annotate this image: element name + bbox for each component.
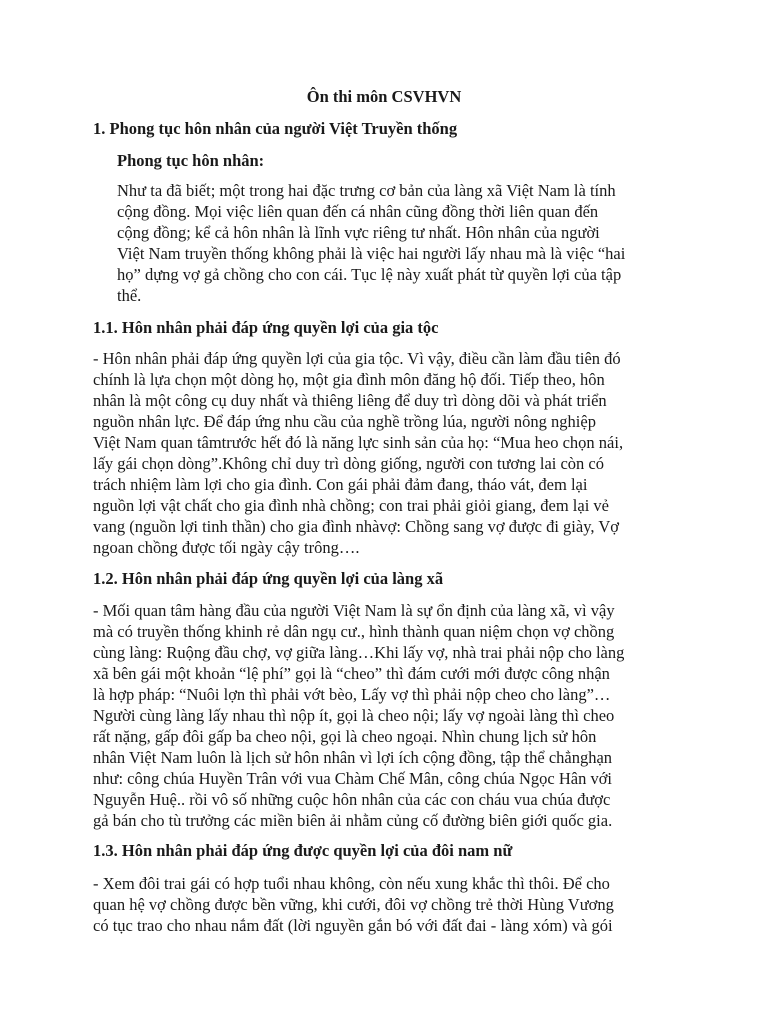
- paragraph-line: là hợp pháp: “Nuôi lợn thì phải vớt bèo, Lấy vợ thì phải nộp cheo cho làng”…: [93, 685, 611, 704]
- paragraph-line: nhân là một công cụ duy nhất và thiêng liêng để duy trì dòng dõi và phát triển: [93, 391, 607, 410]
- paragraph-line: nguồn lợi vật chất cho gia đình nhà chồng; con trai phải giỏi giang, đem lại vẻ: [93, 496, 609, 515]
- paragraph-line: vang (nguồn lợi tinh thần) cho gia đình nhàvợ: Chồng sang vợ được đi giày, Vợ: [93, 517, 619, 536]
- paragraph-line: thể.: [117, 286, 142, 305]
- paragraph-line: cộng đồng; kể cả hôn nhân là lĩnh vực riêng tư nhất. Hôn nhân của người: [117, 223, 600, 242]
- paragraph-line: cùng làng: Ruộng đầu chợ, vợ giữa làng…Khi lấy vợ, nhà trai phải nộp cho làng: [93, 643, 625, 662]
- paragraph-line: Người cùng làng lấy nhau thì nộp ít, gọi là cheo nội; lấy vợ ngoài làng thì cheo: [93, 706, 615, 725]
- paragraph-line: trách nhiệm làm lợi cho gia đình. Con gái phải đảm đang, tháo vát, đem lại: [93, 475, 588, 494]
- paragraph-line: Nguyễn Huệ.. rồi vô số những cuộc hôn nhân của các con cháu vua chúa được: [93, 790, 611, 809]
- paragraph-line: chính là lựa chọn một dòng họ, một gia đình môn đăng hộ đối. Tiếp theo, hôn: [93, 370, 605, 389]
- paragraph-line: nguồn nhân lực. Để đáp ứng nhu cầu của nghề trồng lúa, người nông nghiệp: [93, 412, 596, 431]
- paragraph-line: lấy gái chọn dòng”.Không chỉ duy trì dòng giống, người con tương lai còn có: [93, 454, 605, 473]
- paragraph-line: - Hôn nhân phải đáp ứng quyền lợi của gia tộc. Vì vậy, điều cần làm đầu tiên đó: [93, 349, 621, 368]
- paragraph-line: gả bán cho tù trưởng các miền biên ải nhằm củng cố đường biên giới quốc gia.: [93, 811, 613, 830]
- section-heading-1-1: 1.1. Hôn nhân phải đáp ứng quyền lợi của gia tộc: [93, 318, 439, 337]
- paragraph-line: rất nặng, gấp đôi gấp ba cheo nội, gọi là cheo ngoại. Nhìn chung lịch sử hôn: [93, 727, 597, 746]
- paragraph-line: quan hệ vợ chồng được bền vững, khi cưới, đôi vợ chồng trẻ thời Hùng Vương: [93, 895, 614, 914]
- document-title: Ôn thi môn CSVHVN: [306, 87, 462, 106]
- section-heading-1-3: 1.3. Hôn nhân phải đáp ứng được quyền lợi của đôi nam nữ: [93, 841, 513, 860]
- paragraph-line: cộng đồng. Mọi việc liên quan đến cá nhân cũng đồng thời liên quan đến: [117, 202, 599, 221]
- paragraph-line: Như ta đã biết; một trong hai đặc trưng cơ bản của làng xã Việt Nam là tính: [117, 181, 616, 200]
- paragraph-line: mà có truyền thống khinh rẻ dân ngụ cư., hình thành quan niệm chọn vợ chồng: [93, 622, 615, 641]
- paragraph-line: Việt Nam truyền thống không phải là việc hai người lấy nhau mà là việc “hai: [117, 244, 626, 263]
- paragraph-line: như: công chúa Huyền Trân với vua Chàm Chế Mân, công chúa Ngọc Hân với: [93, 769, 613, 788]
- paragraph-line: Việt Nam quan tâmtrước hết đó là năng lực sinh sản của họ: “Mua heo chọn nái,: [93, 433, 624, 452]
- paragraph-line: họ” dựng vợ gả chồng cho con cái. Tục lệ này xuất phát từ quyền lợi của tập: [117, 265, 622, 284]
- paragraph-line: - Xem đôi trai gái có hợp tuổi nhau không, còn nếu xung khắc thì thôi. Để cho: [93, 874, 610, 893]
- heading-1: 1. Phong tục hôn nhân của người Việt Truyền thống: [93, 119, 458, 138]
- paragraph-line: nhân Việt Nam luôn là lịch sử hôn nhân vì lợi ích cộng đồng, tập thể chẳnghạn: [93, 748, 613, 767]
- section-heading-1-2: 1.2. Hôn nhân phải đáp ứng quyền lợi của làng xã: [93, 569, 444, 588]
- section-1-1-paragraph: [93, 348, 623, 558]
- paragraph-line: - Mối quan tâm hàng đầu của người Việt Nam là sự ổn định của làng xã, vì vậy: [93, 601, 615, 620]
- section-1-3-paragraph: [93, 873, 614, 936]
- subheading-marriage-customs: Phong tục hôn nhân:: [117, 151, 265, 170]
- section-1-2-paragraph: [93, 600, 624, 831]
- paragraph-line: ngoan chồng được tối ngày cậy trông….: [93, 538, 360, 557]
- intro-paragraph: [117, 180, 625, 306]
- paragraph-line: xã bên gái một khoản “lệ phí” gọi là “cheo” thì đám cưới mới được công nhận: [93, 664, 610, 683]
- paragraph-line: có tục trao cho nhau nắm đất (lời nguyền gắn bó với đất đai - làng xóm) và gói: [93, 916, 613, 935]
